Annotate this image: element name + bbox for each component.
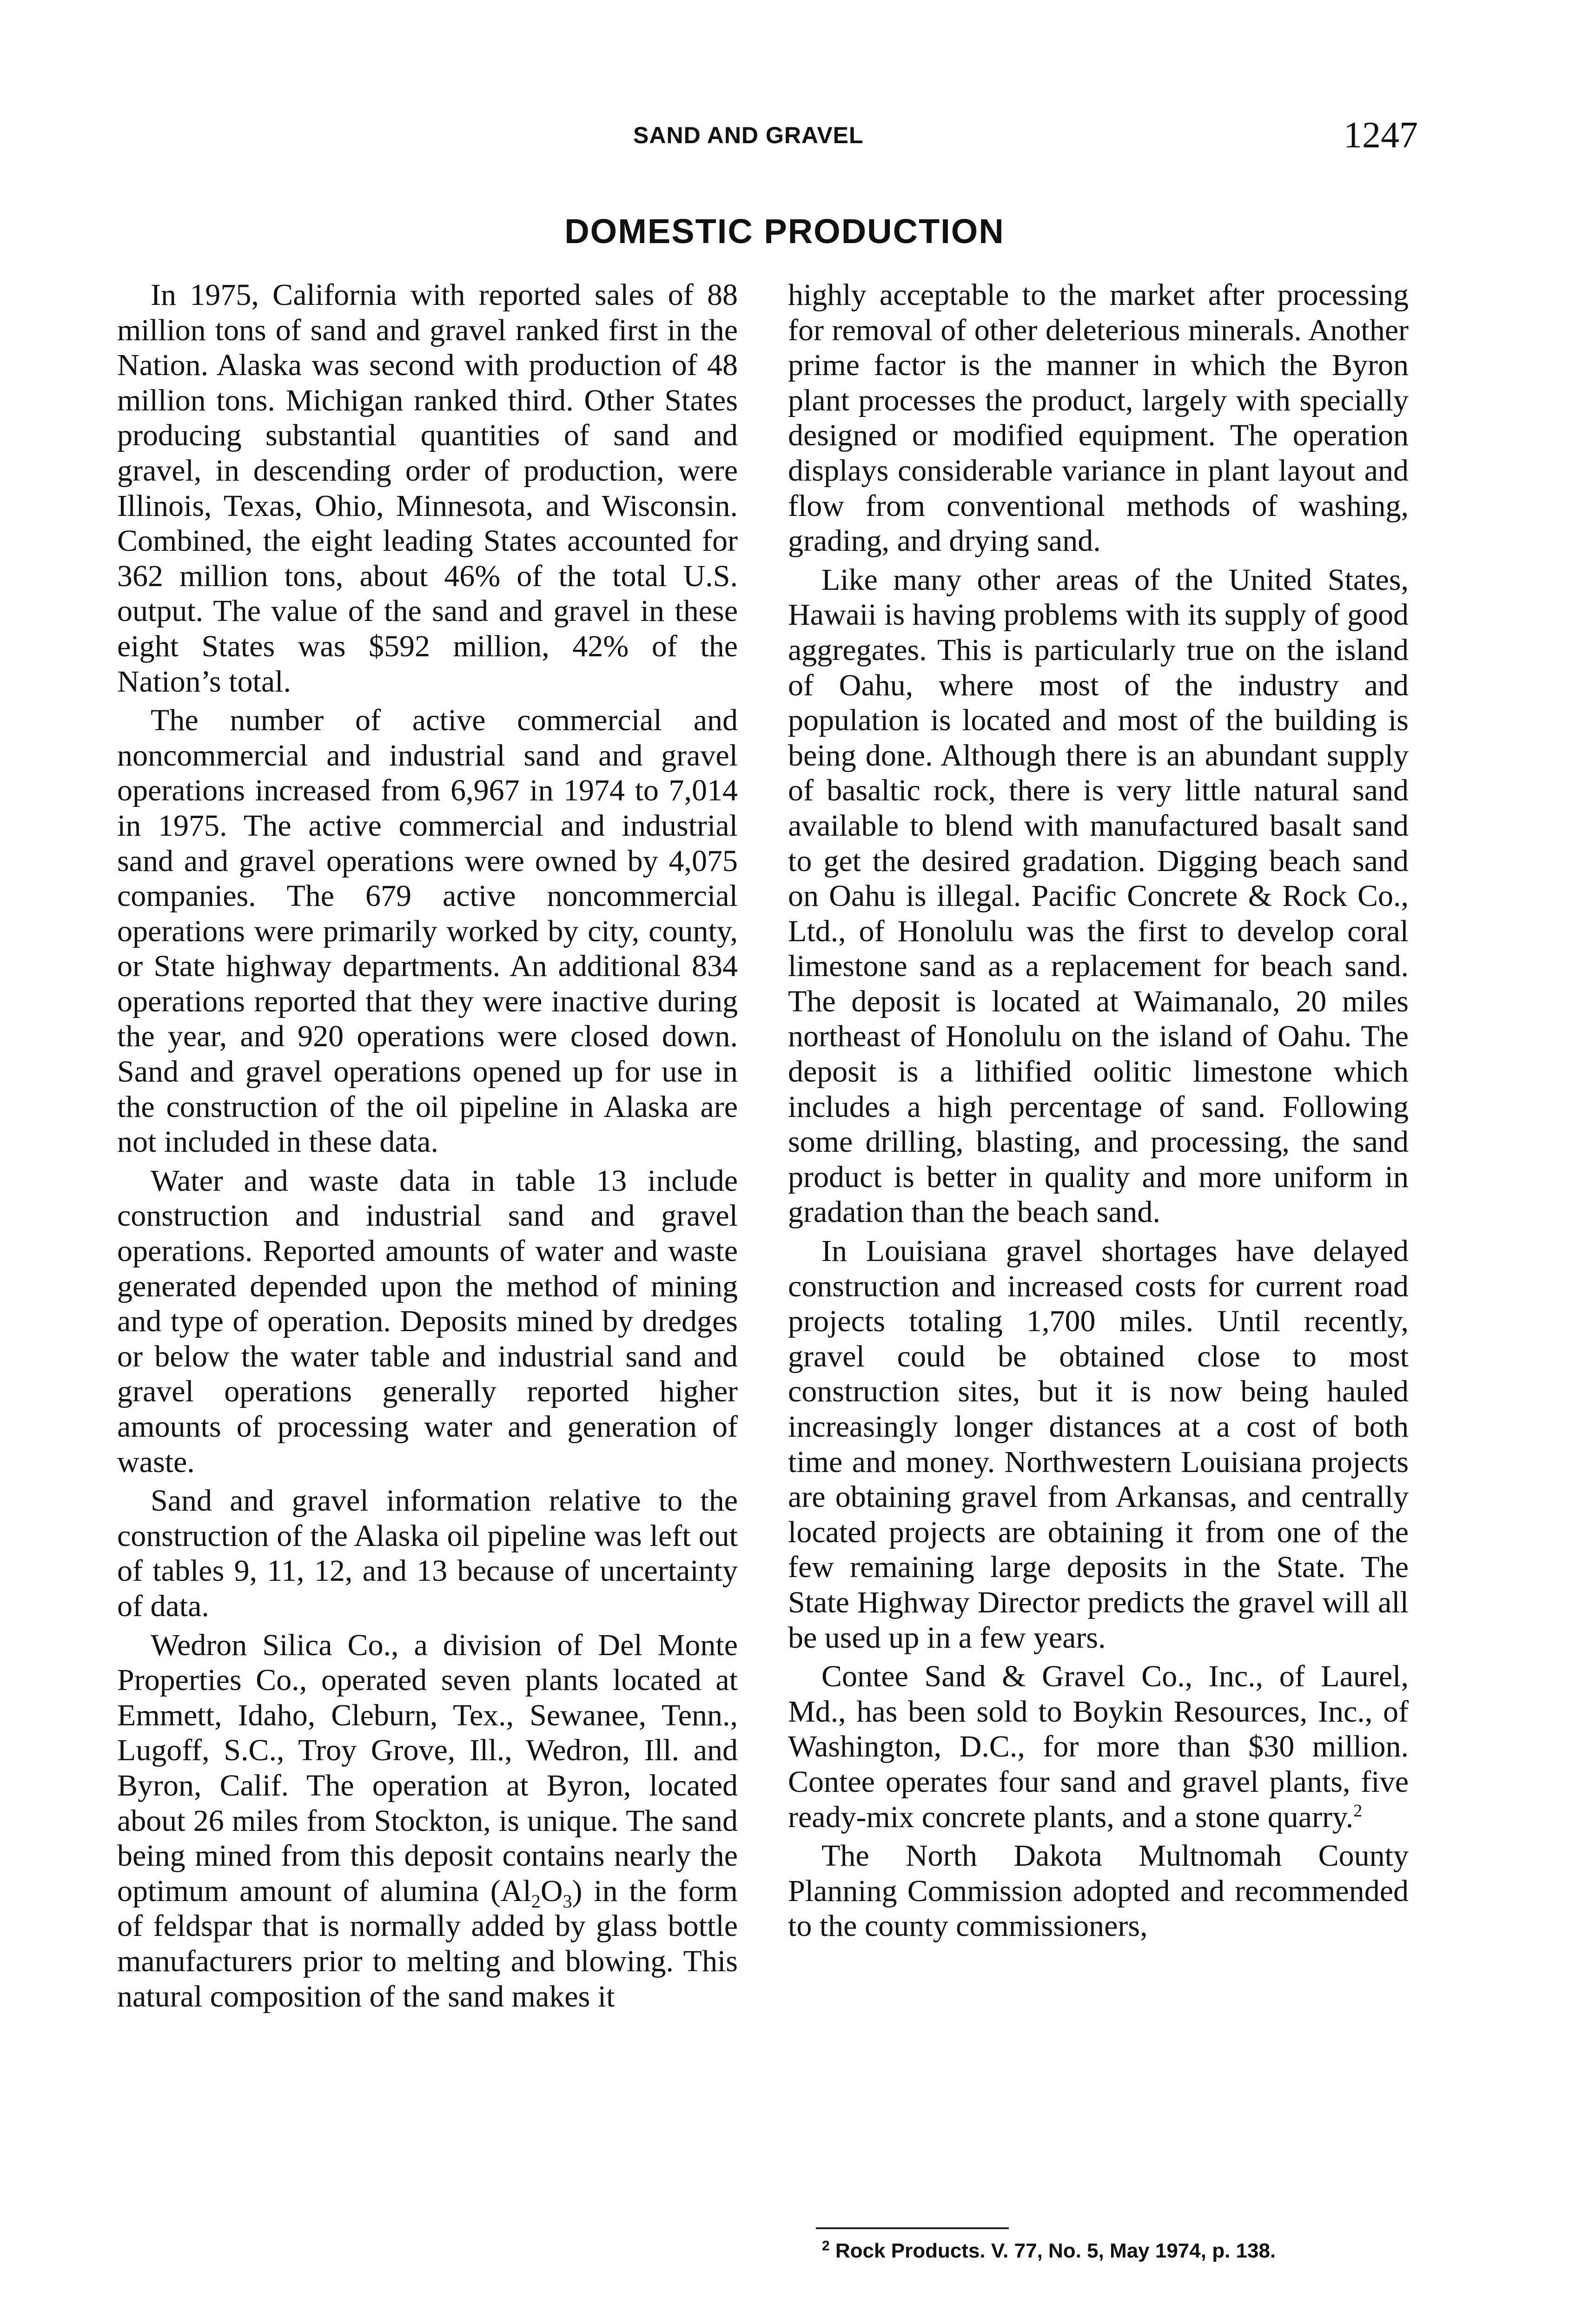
footnote-reference[interactable]: 2 (1353, 1801, 1363, 1821)
paragraph-multnomah-county: The North Dakota Multnomah County Planning Commission adopted and recommended to the county commissioners, (788, 1839, 1409, 1943)
paragraph-california-production: In 1975, California with reported sales of 88 million tons of sand and gravel ranked first in the Nation. Alaska was second with production of 48 million tons. Michigan ranked third. Other States producing substantial quantities of sand and gravel, in descending order of production, were Illinois, Texas, Ohio, Minnesota, and Wisconsin. Combined, the eight leading States accounted for 362 million tons, about 46% of the total U.S. output. The value of the sand and gravel in these eight States was $592 million, 42% of the Nation’s total. (117, 278, 738, 699)
running-head (0, 115, 1569, 164)
right-column (788, 277, 1409, 1944)
paragraph-hawaii-aggregates: Like many other areas of the United States, Hawaii is having problems with its supply of good aggregates. This is particularly true on the island of Oahu, where most of the industry and population is located and most of the building is being done. Although there is an abundant supply of basaltic rock, there is very little natural sand available to blend with manufactured basalt sand to get the desired gradation. Digging beach sand on Oahu is illegal. Pacific Concrete & Rock Co., Ltd., of Honolulu was the first to develop coral limestone sand as a replacement for beach sand. The deposit is located at Waimanalo, 20 miles northeast of Honolulu on the island of Oahu. The deposit is a lithified oolitic limestone which includes a high percentage of sand. Following some drilling, blasting, and processing, the sand product is better in quality and more uniform in gradation than the beach sand. (788, 562, 1409, 1229)
footnote-divider (816, 2227, 1009, 2229)
running-title: SAND AND GRAVEL (633, 122, 864, 148)
left-column (117, 277, 738, 2014)
paragraph-active-operations: The number of active commercial and noncommercial and industrial sand and gravel operations increased from 6,967 in 1974 to 7,014 in 1975. The active commercial and industrial sand and gravel operations were owned by 4,075 companies. The 679 active noncommercial operations were primarily worked by city, county, or State highway departments. An additional 834 operations reported that they were inactive during the year, and 920 operations were closed down. Sand and gravel operations opened up for use in the construction of the oil pipeline in Alaska are not included in these data. (117, 703, 738, 1159)
paragraph-wedron-silica: Wedron Silica Co., a division of Del Monte Properties Co., operated seven plants located at Emmett, Idaho, Cleburn, Tex., Sewanee, Tenn., Lugoff, S.C., Troy Grove, Ill., Wedron, Ill. and Byron, Calif. The operation at Byron, located about 26 miles from Stockton, is unique. The sand being mined from this deposit contains nearly the optimum amount of alumina $(Al_2O_3)$ in the form of feldspar that is normally added by glass bottle manufacturers prior to melting and blowing. This natural composition of the sand makes it (117, 1628, 738, 2014)
section-heading: DOMESTIC PRODUCTION (564, 212, 1005, 251)
paragraph-alaska-pipeline: Sand and gravel information relative to the construction of the Alaska oil pipeline was left out of tables 9, 11, 12, and 13 because of uncertainty of data. (117, 1484, 738, 1623)
footnote-marker: 2 (822, 2238, 830, 2254)
paragraph-water-waste-data: Water and waste data in table 13 include construction and industrial sand and gravel operations. Reported amounts of water and waste generated depended upon the method of mining and type of operation. Deposits mined by dredges or below the water table and industrial sand and gravel operations generally reported higher amounts of processing water and generation of waste. (117, 1163, 738, 1479)
footnote (822, 2239, 1426, 2263)
page-number: 1247 (1344, 115, 1418, 156)
paragraph-contee-sale: Contee Sand & Gravel Co., Inc., of Laurel, Md., has been sold to Boykin Resources, Inc., of Washington, D.C., for more than $30 million. Contee operates four sand and gravel plants, five ready-mix concrete plants, and a stone quarry.$^2$ (788, 1659, 1409, 1834)
paragraph-byron-continued: highly acceptable to the market after processing for removal of other deleterious minerals. Another prime factor is the manner in which the Byron plant processes the product, largely with specially designed or modified equipment. The operation displays considerable variance in plant layout and flow from conventional methods of washing, grading, and drying sand. (788, 278, 1409, 558)
paragraph-louisiana-gravel: In Louisiana gravel shortages have delayed construction and increased costs for current road projects totaling 1,700 miles. Until recently, gravel could be obtained close to most construction sites, but it is now being hauled increasingly longer distances at a cost of both time and money. Northwestern Louisiana projects are obtaining gravel from Arkansas, and centrally located projects are obtaining it from one of the few remaining large deposits in the State. The State Highway Director predicts the gravel will all be used up in a few years. (788, 1234, 1409, 1655)
footnote-text: Rock Products. V. 77, No. 5, May 1974, p. 138. (829, 2239, 1276, 2262)
